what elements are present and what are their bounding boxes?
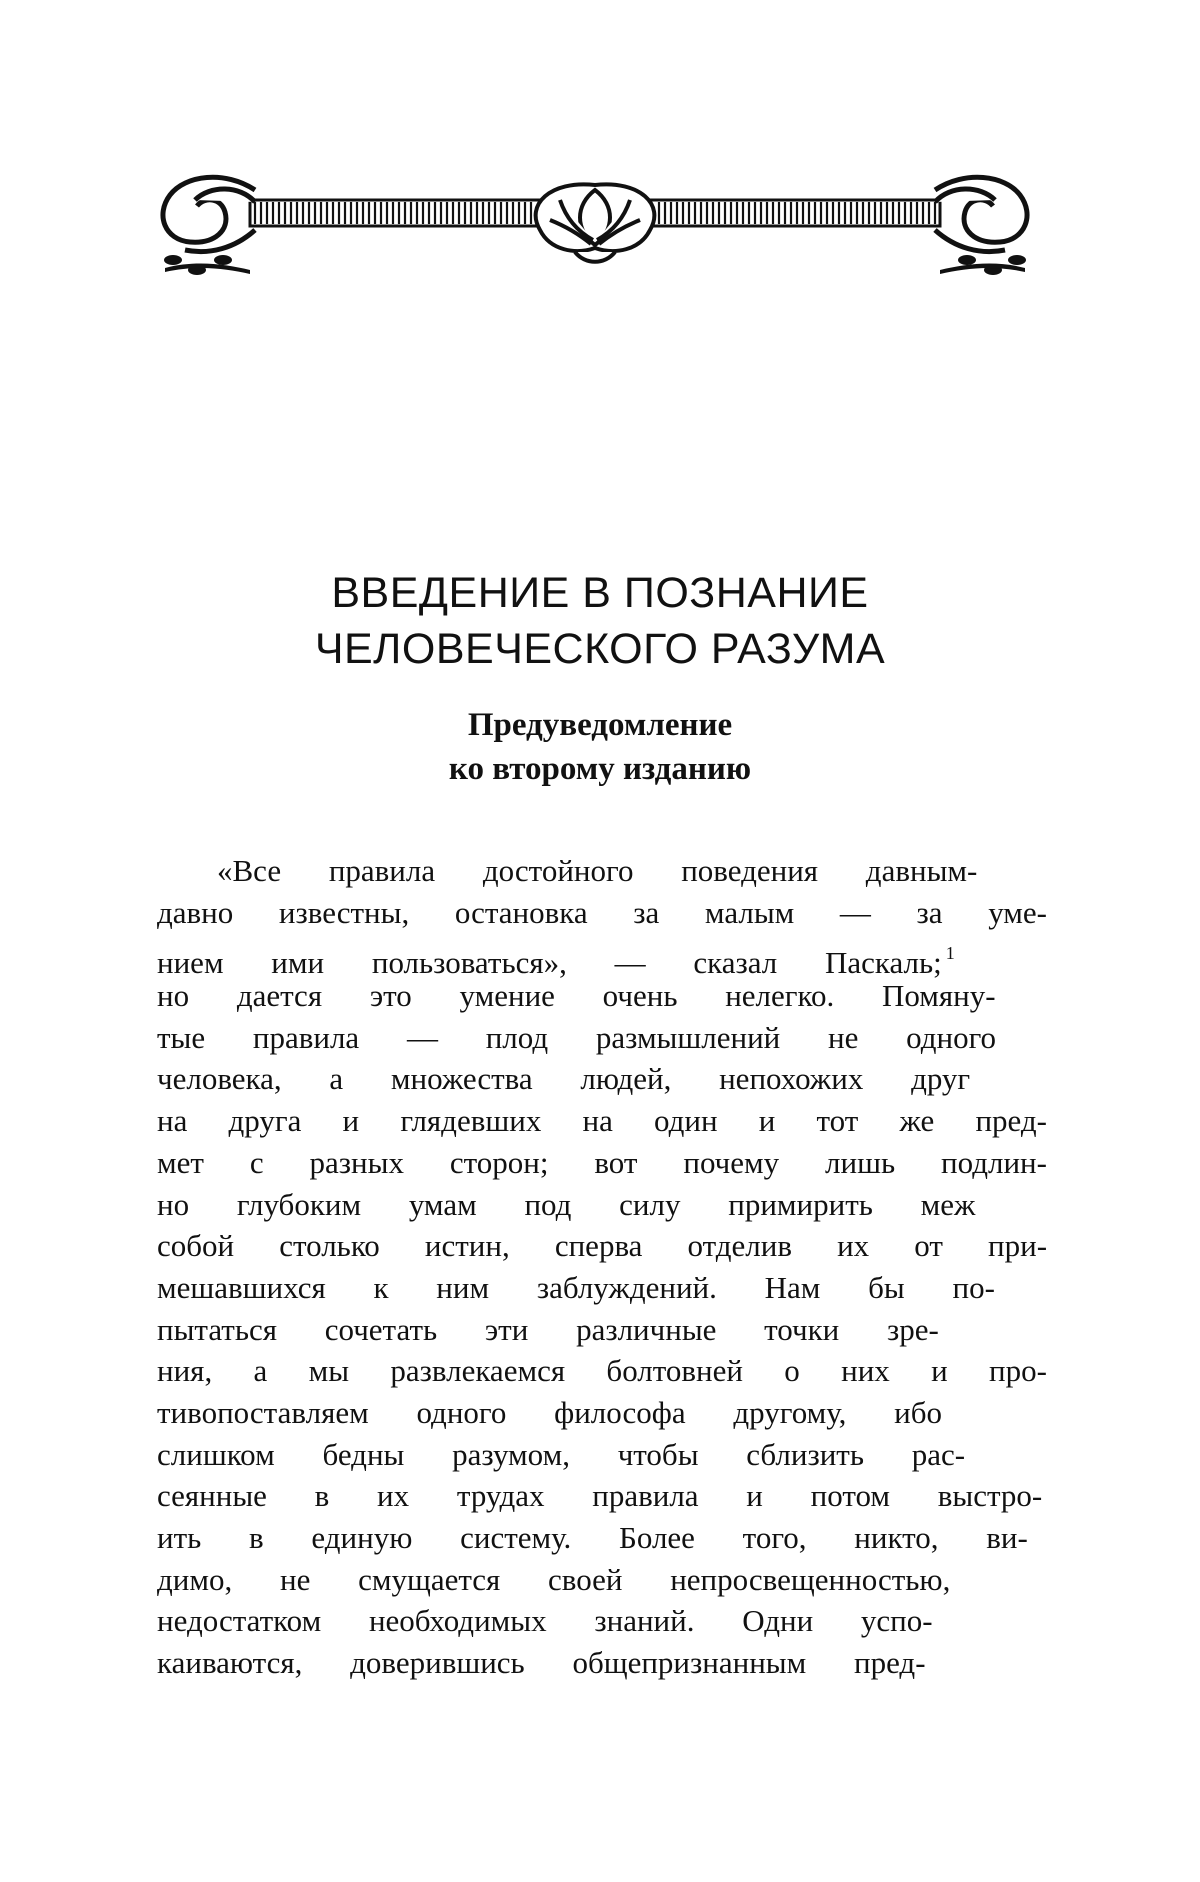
body-line: но глубоким умам под силу примирить меж	[157, 1186, 976, 1222]
header-ornament	[155, 160, 1035, 285]
body-line: ить в единую систему. Более того, никто, ви-	[157, 1520, 1028, 1555]
body-line: сеянные в их трудах правила и потом выстро-	[157, 1478, 1043, 1514]
section-subtitle-line-2: ко второму изданию	[448, 751, 752, 787]
chapter-title-line-2: ЧЕЛОВЕЧЕСКОГО РАЗУМА	[314, 625, 886, 673]
section-subtitle	[0, 703, 1200, 791]
body-line: тые правила — плод размышлений не одного	[157, 1019, 997, 1055]
body-line: но дается это умение очень нелегко. Помяну-	[157, 978, 996, 1014]
body-line: нием ими пользоваться», — сказал Паскаль;	[157, 945, 942, 981]
body-line: человека, а множества людей, непохожих друг	[157, 1061, 971, 1097]
body-line: мет с разных сторон; вот почему лишь подлин-	[157, 1144, 1047, 1180]
body-line: слишком бедны разумом, чтобы сблизить рас-	[157, 1436, 966, 1472]
body-paragraph	[157, 850, 1047, 1684]
body-line: недостатком необходимых знаний. Одни успо-	[157, 1603, 933, 1639]
body-line: тивопоставляем одного философа другому, ибо	[157, 1394, 942, 1430]
chapter-title	[0, 565, 1200, 677]
body-line: на друга и глядевших на один и тот же пред-	[157, 1103, 1047, 1139]
footnote-marker: 1	[945, 943, 955, 964]
body-line: мешавшихся к ним заблуждений. Нам бы по-	[157, 1269, 995, 1305]
body-line-with-footnote	[157, 933, 1047, 981]
chapter-title-line-1: ВВЕДЕНИЕ В ПОЗНАНИЕ	[331, 569, 869, 617]
body-line: собой столько истин, сперва отделив их от при-	[157, 1228, 1048, 1264]
body-line: каиваются, доверившись общепризнанным пред-	[157, 1645, 926, 1681]
section-subtitle-line-1: Предуведомление	[467, 707, 733, 743]
body-line: ния, а мы развлекаемся болтовней о них и про-	[157, 1353, 1047, 1389]
body-line: «Все правила достойного поведения давным-	[217, 853, 978, 888]
body-line: пытаться сочетать эти различные точки зре-	[157, 1311, 939, 1347]
body-line: димо, не смущается своей непросвещенностью,	[157, 1561, 951, 1597]
body-line: давно известны, остановка за малым — за уме-	[157, 894, 1047, 930]
